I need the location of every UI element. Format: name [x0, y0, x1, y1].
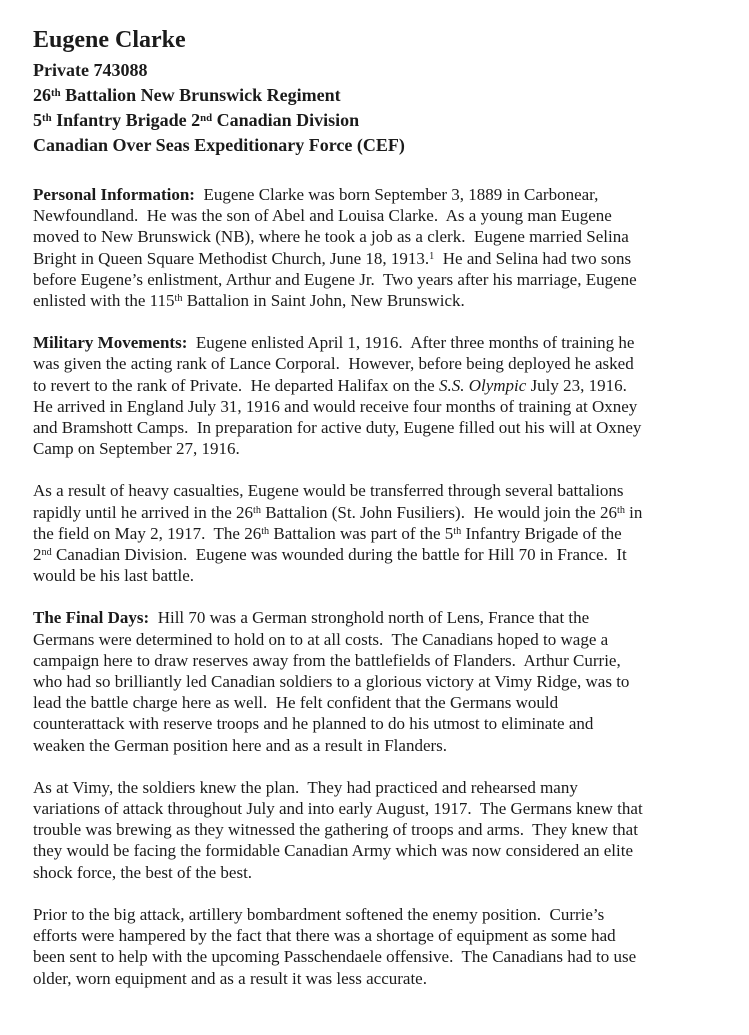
- paragraph: [33, 184, 719, 311]
- superscript: th: [616, 504, 625, 516]
- superscript: th: [253, 504, 261, 516]
- text-run: As at Vimy, the soldiers knew the plan. They had practiced and rehearsed many: [33, 777, 578, 797]
- text-run: 26: [33, 85, 51, 105]
- text-line: [33, 375, 719, 396]
- paragraph: [33, 480, 719, 586]
- text-run: Prior to the big attack, artillery bombardment softened the enemy position. Currie’s: [33, 904, 605, 924]
- text-run: moved to New Brunswick (NB), where he took a job as a clerk. Eugene married Selina: [33, 227, 629, 247]
- text-run: in: [624, 502, 643, 522]
- header-line: [33, 133, 719, 158]
- italic-text-run: S.S. Olympic: [438, 375, 527, 395]
- document-title: Eugene Clarke: [33, 27, 186, 53]
- text-line: [33, 819, 719, 840]
- text-run: Bright in Queen Square Methodist Church, June 18, 1913.: [33, 248, 430, 268]
- superscript: th: [51, 86, 61, 99]
- text-line: [33, 735, 719, 756]
- text-line: [33, 332, 719, 353]
- text-line: [33, 862, 719, 883]
- paragraph: [33, 777, 719, 883]
- document-header: [33, 22, 719, 158]
- text-run: to revert to the rank of Private. He departed Halifax on the: [33, 375, 439, 395]
- text-run: Eugene enlisted April 1, 1916. After three months of training he: [187, 333, 635, 353]
- text-run: trouble was brewing as they witnessed the gathering of troops and arms. They knew that: [33, 820, 638, 840]
- text-run: weaken the German position here and as a result in Flanders.: [33, 735, 448, 755]
- superscript: th: [453, 525, 462, 537]
- text-line: [33, 523, 719, 544]
- text-run: He arrived in England July 31, 1916 and would receive four months of training at Oxney: [33, 396, 638, 416]
- text-run: before Eugene’s enlistment, Arthur and Eugene Jr. Two years after his marriage, Eugene: [33, 269, 637, 289]
- text-line: [33, 629, 719, 650]
- superscript: th: [174, 292, 183, 304]
- text-line: [33, 417, 719, 438]
- superscript: nd: [41, 546, 52, 558]
- text-run: As a result of heavy casualties, Eugene would be transferred through several battalions: [33, 481, 624, 501]
- text-run: would be his last battle.: [33, 566, 195, 586]
- text-run: Newfoundland. He was the son of Abel and Louisa Clarke. As a young man Eugene: [33, 206, 612, 226]
- document-subtitle-block: [33, 58, 719, 158]
- text-run: Battalion (St. John Fusiliers). He would join the 26: [260, 502, 617, 522]
- text-run: Battalion in Saint John, New Brunswick.: [182, 291, 465, 311]
- text-line: [33, 480, 719, 501]
- text-line: [33, 396, 719, 417]
- superscript: 1: [429, 250, 435, 262]
- text-run: 2: [33, 545, 42, 565]
- text-line: [33, 438, 719, 459]
- text-run: campaign here to draw reserves away from the battlefields of Flanders. Arthur Currie,: [33, 650, 621, 670]
- text-run: variations of attack throughout July and into early August, 1917. The Germans knew that: [33, 799, 643, 819]
- text-line: [33, 713, 719, 734]
- text-run: they would be facing the formidable Canadian Army which was now considered an elite: [33, 841, 634, 861]
- text-run: Canadian Division: [212, 110, 360, 130]
- paragraph: [33, 904, 719, 989]
- text-run: who had so brilliantly led Canadian soldiers to a glorious victory at Vimy Ridge, was to: [33, 672, 630, 692]
- text-line: [33, 925, 719, 946]
- text-run: lead the battle charge here as well. He felt confident that the Germans would: [33, 693, 559, 713]
- text-run: been sent to help with the upcoming Passchendaele offensive. The Canadians had to use: [33, 947, 637, 967]
- text-line: [33, 565, 719, 586]
- text-run: Infantry Brigade 2: [51, 110, 201, 130]
- bold-text-run: Military Movements:: [33, 333, 188, 353]
- text-run: 5: [33, 110, 42, 130]
- text-line: [33, 544, 719, 565]
- text-run: Private 743088: [33, 60, 148, 80]
- bold-text-run: The Final Days:: [33, 608, 150, 628]
- paragraph: [33, 607, 719, 755]
- text-line: [33, 607, 719, 628]
- header-line: [33, 58, 719, 83]
- text-line: [33, 840, 719, 861]
- text-run: Eugene Clarke was born September 3, 1889 in Carbonear,: [194, 185, 599, 204]
- text-run: Battalion was part of the 5: [269, 523, 454, 543]
- text-run: Infantry Brigade of the: [461, 523, 622, 543]
- text-run: counterattack with reserve troops and he planned to do his utmost to eliminate and: [33, 714, 594, 734]
- text-line: [33, 777, 719, 798]
- text-run: the field on May 2, 1917. The 26: [33, 523, 262, 543]
- text-run: and Bramshott Camps. In preparation for active duty, Eugene filled out his will at Oxney: [33, 418, 642, 438]
- text-line: [33, 798, 719, 819]
- text-run: Canadian Division. Eugene was wounded during the battle for Hill 70 in France. It: [51, 545, 627, 565]
- text-run: Hill 70 was a German stronghold north of Lens, France that the: [149, 608, 590, 628]
- text-line: [33, 946, 719, 967]
- text-line: [33, 269, 719, 290]
- text-line: [33, 968, 719, 989]
- document-body: [33, 184, 719, 989]
- text-line: [33, 904, 719, 925]
- text-run: was given the acting rank of Lance Corporal. However, before being deployed he asked: [33, 354, 634, 374]
- text-line: [33, 671, 719, 692]
- header-line: [33, 83, 719, 108]
- text-line: [33, 248, 719, 269]
- text-run: efforts were hampered by the fact that there was a shortage of equipment as some had: [33, 926, 616, 946]
- text-run: He and Selina had two sons: [434, 248, 632, 268]
- text-run: enlisted with the 115: [33, 291, 175, 311]
- text-run: Canadian Over Seas Expeditionary Force (CEF): [33, 135, 405, 155]
- text-line: [33, 226, 719, 247]
- superscript: th: [42, 111, 52, 124]
- paragraph: [33, 332, 719, 459]
- superscript: th: [261, 525, 270, 537]
- text-run: Germans were determined to hold on to at all costs. The Canadians hoped to wage a: [33, 629, 609, 649]
- text-line: [33, 692, 719, 713]
- text-line: [33, 290, 719, 311]
- bold-text-run: Personal Information:: [33, 185, 195, 204]
- text-line: [33, 184, 719, 205]
- text-run: shock force, the best of the best.: [33, 862, 253, 882]
- text-run: rapidly until he arrived in the 26: [33, 502, 253, 522]
- text-run: Battalion New Brunswick Regiment: [60, 85, 341, 105]
- text-run: July 23, 1916.: [526, 375, 627, 395]
- text-run: Camp on September 27, 1916.: [33, 439, 240, 459]
- text-run: older, worn equipment and as a result it was less accurate.: [33, 968, 427, 988]
- text-line: [33, 205, 719, 226]
- text-line: [33, 502, 719, 523]
- header-line: [33, 108, 719, 133]
- superscript: nd: [200, 111, 213, 124]
- text-line: [33, 353, 719, 374]
- text-line: [33, 650, 719, 671]
